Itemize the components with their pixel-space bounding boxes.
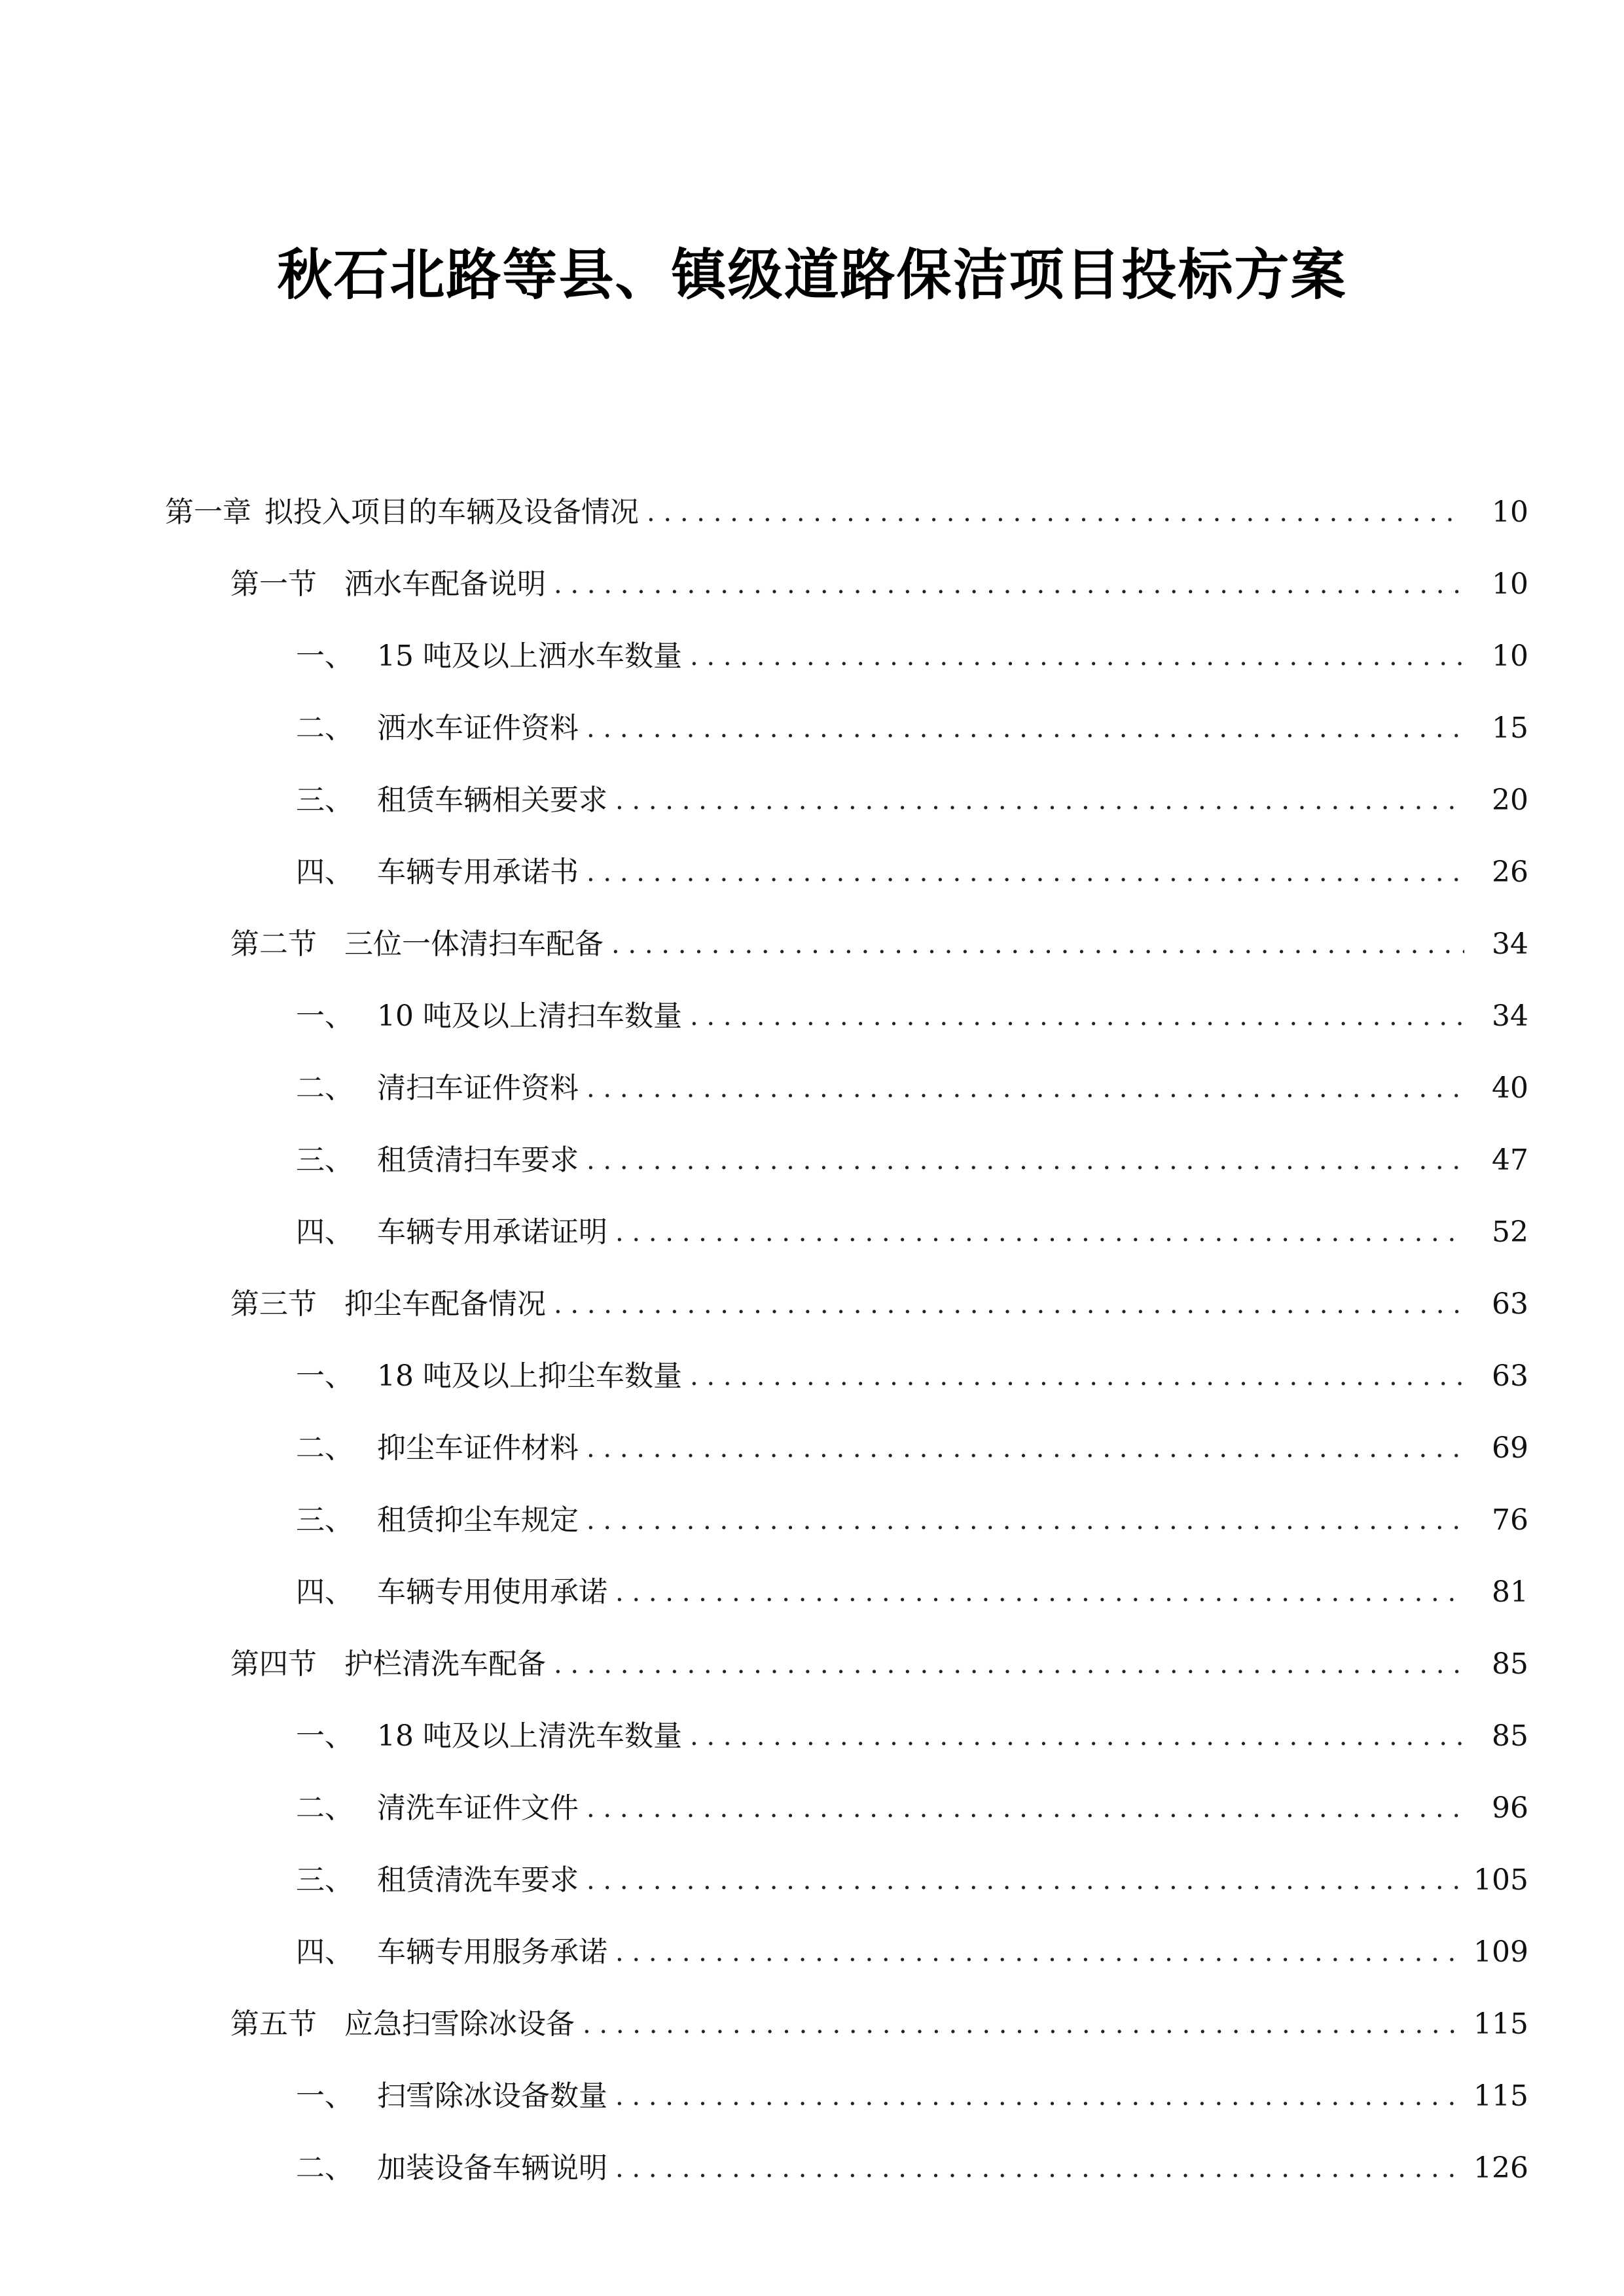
- toc-entry-title: 18 吨及以上抑尘车数量: [377, 1359, 682, 1393]
- toc-entry-title: 车辆专用使用承诺: [377, 1575, 607, 1609]
- toc-entry-title: 洒水车证件资料: [377, 711, 579, 745]
- toc-dot-leader: [583, 2005, 1464, 2044]
- toc-entry-title: 应急扫雪除冰设备: [344, 2007, 575, 2041]
- toc-page-number: 85: [1492, 1719, 1528, 1753]
- toc-entry-title: 拟投入项目的车辆及设备情况: [264, 495, 639, 529]
- toc-page-number: 126: [1473, 2151, 1528, 2185]
- toc-entry[interactable]: [0, 1412, 1624, 1484]
- toc-entry[interactable]: [0, 1268, 1624, 1340]
- toc-dot-leader: [615, 1933, 1464, 1972]
- toc-dot-leader: [586, 1141, 1464, 1180]
- toc-entry-number: 四、: [296, 1575, 353, 1609]
- toc-entry-title: 清扫车证件资料: [377, 1071, 579, 1105]
- toc-dot-leader: [690, 1357, 1464, 1396]
- toc-page-number: 47: [1492, 1143, 1528, 1177]
- toc-page-number: 10: [1492, 567, 1528, 601]
- toc-page-number: 10: [1492, 639, 1528, 673]
- toc-entry-title: 18 吨及以上清洗车数量: [377, 1719, 682, 1753]
- toc-entry[interactable]: [0, 1772, 1624, 1844]
- toc-page-number: 115: [1473, 2079, 1528, 2113]
- toc-page-number: 34: [1492, 999, 1528, 1033]
- toc-entry[interactable]: [0, 692, 1624, 764]
- toc-entry[interactable]: [0, 1340, 1624, 1412]
- toc-entry-title: 三位一体清扫车配备: [344, 927, 604, 961]
- toc-entry-number: 第一节: [230, 567, 317, 601]
- toc-dot-leader: [611, 925, 1464, 964]
- toc-entry-title: 抑尘车配备情况: [344, 1287, 546, 1321]
- toc-entry-title: 加装设备车辆说明: [377, 2151, 607, 2185]
- toc-entry-number: 一、: [296, 999, 353, 1033]
- toc-page-number: 52: [1492, 1215, 1528, 1249]
- toc-page-number: 10: [1492, 495, 1528, 529]
- toc-page-number: 20: [1492, 783, 1528, 817]
- toc-entry-title: 洒水车配备说明: [344, 567, 546, 601]
- toc-dot-leader: [586, 1429, 1464, 1468]
- toc-entry[interactable]: [0, 2060, 1624, 2132]
- toc-entry-number: 二、: [296, 1071, 353, 1105]
- toc-entry[interactable]: [0, 620, 1624, 692]
- toc-dot-leader: [615, 1573, 1464, 1612]
- toc-entry[interactable]: [0, 1556, 1624, 1628]
- toc-entry-title: 扫雪除冰设备数量: [377, 2079, 607, 2113]
- toc-entry[interactable]: [0, 1700, 1624, 1772]
- toc-entry[interactable]: [0, 764, 1624, 836]
- toc-entry-number: 二、: [296, 1431, 353, 1465]
- table-of-contents: [0, 476, 1624, 2204]
- toc-entry-number: 第三节: [230, 1287, 317, 1321]
- toc-dot-leader: [554, 1645, 1464, 1684]
- toc-dot-leader: [615, 1213, 1464, 1252]
- toc-dot-leader: [586, 709, 1464, 748]
- toc-page-number: 69: [1492, 1431, 1528, 1465]
- toc-entry[interactable]: [0, 836, 1624, 908]
- toc-entry[interactable]: [0, 980, 1624, 1052]
- toc-entry-title: 租赁车辆相关要求: [377, 783, 607, 817]
- toc-entry-number: 三、: [296, 1503, 353, 1537]
- toc-dot-leader: [586, 1501, 1464, 1540]
- toc-entry[interactable]: [0, 1196, 1624, 1268]
- toc-entry-title: 租赁清洗车要求: [377, 1863, 579, 1897]
- toc-entry-title: 车辆专用承诺证明: [377, 1215, 607, 1249]
- toc-entry[interactable]: [0, 1988, 1624, 2060]
- toc-page-number: 26: [1492, 855, 1528, 889]
- toc-page-number: 105: [1473, 1863, 1528, 1897]
- toc-entry[interactable]: [0, 1484, 1624, 1556]
- toc-page-number: 63: [1492, 1359, 1528, 1393]
- toc-entry-number: 三、: [296, 1143, 353, 1177]
- toc-dot-leader: [554, 1285, 1464, 1324]
- toc-entry[interactable]: [0, 2132, 1624, 2204]
- toc-entry[interactable]: [0, 548, 1624, 620]
- toc-dot-leader: [615, 2149, 1464, 2188]
- toc-entry-number: 第四节: [230, 1647, 317, 1681]
- toc-entry-title: 车辆专用承诺书: [377, 855, 579, 889]
- toc-dot-leader: [586, 1069, 1464, 1108]
- toc-entry-number: 第一章: [165, 495, 251, 529]
- toc-entry-title: 租赁抑尘车规定: [377, 1503, 579, 1537]
- toc-dot-leader: [647, 493, 1464, 532]
- toc-dot-leader: [586, 1789, 1464, 1828]
- toc-page-number: 76: [1492, 1503, 1528, 1537]
- toc-page-number: 115: [1473, 2007, 1528, 2041]
- toc-dot-leader: [690, 997, 1464, 1036]
- toc-entry-number: 二、: [296, 1791, 353, 1825]
- toc-entry-number: 四、: [296, 855, 353, 889]
- toc-dot-leader: [586, 853, 1464, 892]
- toc-entry-number: 三、: [296, 783, 353, 817]
- toc-dot-leader: [554, 565, 1464, 604]
- toc-entry-number: 二、: [296, 711, 353, 745]
- toc-entry-title: 10 吨及以上清扫车数量: [377, 999, 682, 1033]
- toc-entry[interactable]: [0, 1916, 1624, 1988]
- toc-entry-number: 四、: [296, 1935, 353, 1969]
- toc-page-number: 109: [1473, 1935, 1528, 1969]
- toc-entry[interactable]: [0, 1052, 1624, 1124]
- toc-page-number: 63: [1492, 1287, 1528, 1321]
- toc-entry-number: 一、: [296, 1359, 353, 1393]
- toc-entry-number: 一、: [296, 2079, 353, 2113]
- toc-page-number: 40: [1492, 1071, 1528, 1105]
- toc-entry-number: 一、: [296, 639, 353, 673]
- toc-entry-title: 车辆专用服务承诺: [377, 1935, 607, 1969]
- toc-page-number: 81: [1492, 1575, 1528, 1609]
- toc-dot-leader: [615, 2077, 1464, 2116]
- toc-entry-title: 清洗车证件文件: [377, 1791, 579, 1825]
- toc-entry[interactable]: [0, 908, 1624, 980]
- toc-entry-title: 租赁清扫车要求: [377, 1143, 579, 1177]
- toc-entry[interactable]: [0, 1844, 1624, 1916]
- toc-entry-title: 抑尘车证件材料: [377, 1431, 579, 1465]
- toc-dot-leader: [586, 1861, 1464, 1900]
- toc-page-number: 15: [1492, 711, 1528, 745]
- toc-entry-number: 第二节: [230, 927, 317, 961]
- toc-dot-leader: [615, 781, 1464, 820]
- toc-page-number: 85: [1492, 1647, 1528, 1681]
- toc-entry-title: 护栏清洗车配备: [344, 1647, 546, 1681]
- toc-dot-leader: [690, 1717, 1464, 1756]
- toc-page-number: 34: [1492, 927, 1528, 961]
- toc-entry-number: 三、: [296, 1863, 353, 1897]
- toc-dot-leader: [690, 637, 1464, 676]
- document-title: 秋石北路等县、镇级道路保洁项目投标方案: [277, 242, 1347, 307]
- toc-entry-number: 四、: [296, 1215, 353, 1249]
- toc-page-number: 96: [1492, 1791, 1528, 1825]
- toc-entry[interactable]: [0, 476, 1624, 548]
- toc-entry[interactable]: [0, 1628, 1624, 1700]
- toc-entry[interactable]: [0, 1124, 1624, 1196]
- toc-entry-number: 第五节: [230, 2007, 317, 2041]
- toc-entry-number: 一、: [296, 1719, 353, 1753]
- toc-entry-title: 15 吨及以上洒水车数量: [377, 639, 682, 673]
- toc-entry-number: 二、: [296, 2151, 353, 2185]
